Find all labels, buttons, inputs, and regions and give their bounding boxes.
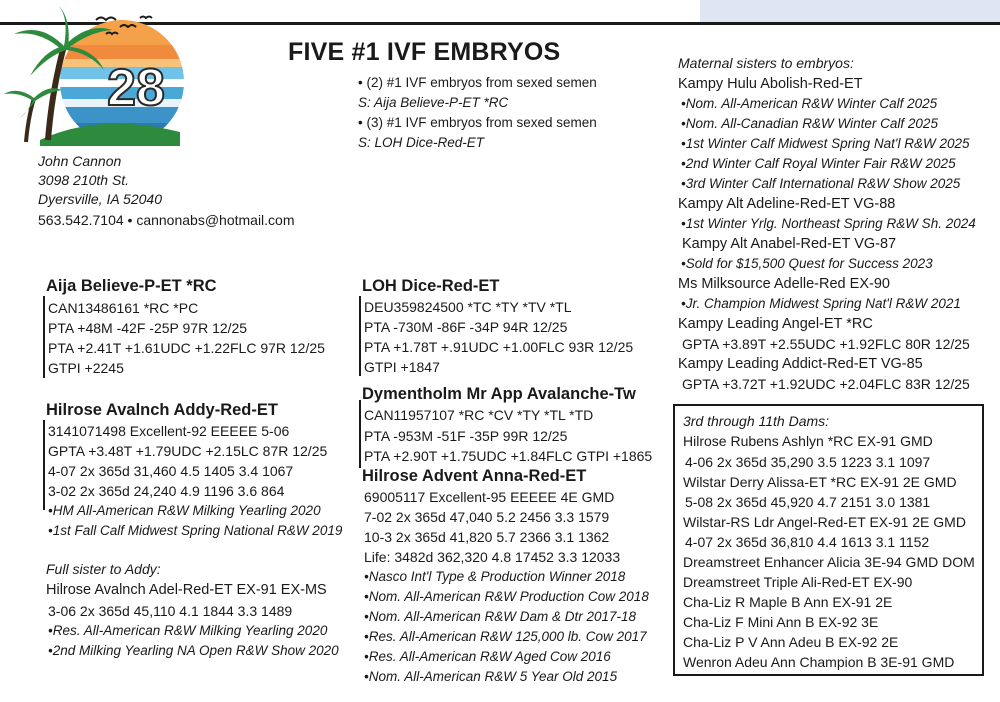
maternal-entry: GPTA +3.72T +1.92UDC +2.04FLC 83R 12/25 (682, 376, 970, 392)
maternal-entry: •1st Winter Calf Midwest Spring Nat'l R&W 2025 (681, 136, 970, 151)
dice-pta-2: PTA +1.78T +.91UDC +1.00FLC 93R 12/25 (364, 339, 634, 355)
dam-entry: 4-06 2x 365d 35,290 3.5 1223 3.1 1097 (685, 454, 931, 470)
maternal-entry: •Jr. Champion Midwest Spring Nat'l R&W 2021 (681, 296, 961, 311)
aija-gtpi: GTPI +2245 (48, 360, 124, 376)
maternal-entry: •Sold for $15,500 Quest for Success 2023 (681, 256, 933, 271)
adel-award-1: •Res. All-American R&W Milking Yearling 2020 (48, 623, 328, 638)
offer-line-1: • (2) #1 IVF embryos from sexed semen (358, 75, 597, 90)
dam-entry: Cha-Liz F Mini Ann B EX-92 3E (683, 614, 879, 630)
anna-award-4: •Res. All-American R&W 125,000 lb. Cow 2017 (364, 629, 647, 644)
consignor-city: Dyersville, IA 52040 (38, 191, 162, 207)
offer-line-3: • (3) #1 IVF embryos from sexed semen (358, 115, 597, 130)
maternal-heading: Maternal sisters to embryos: (678, 55, 854, 71)
anna-award-3: •Nom. All-American R&W Dam & Dtr 2017-18 (364, 609, 637, 624)
dice-gtpi: GTPI +1847 (364, 359, 440, 375)
aija-name: Aija Believe-P-ET *RC (46, 277, 217, 295)
anna-name: Hilrose Advent Anna-Red-ET (362, 467, 587, 485)
maternal-entry: Kampy Leading Angel-ET *RC (678, 316, 873, 332)
aija-pta-1: PTA +48M -42F -25P 97R 12/25 (48, 320, 248, 336)
dice-id: DEU359824500 *TC *TY *TV *TL (364, 299, 572, 315)
aija-rule (43, 296, 45, 378)
anna-id: 69005117 Excellent-95 EEEEE 4E GMD (364, 489, 615, 505)
adel-name: Hilrose Avalnch Adel-Red-ET EX-91 EX-MS (46, 582, 327, 598)
dams-box (673, 404, 984, 676)
dams-heading: 3rd through 11th Dams: (683, 413, 830, 429)
avalanche-rule (359, 400, 361, 468)
aija-pta-2: PTA +2.41T +1.61UDC +1.22FLC 97R 12/25 (48, 340, 325, 356)
addy-rule (43, 420, 45, 510)
dice-pta-1: PTA -730M -86F -34P 94R 12/25 (364, 319, 568, 335)
dam-entry: 4-07 2x 365d 36,810 4.4 1613 3.1 1152 (685, 534, 930, 550)
dam-entry: Wilstar Derry Alissa-ET *RC EX-91 2E GMD (683, 474, 957, 490)
consignor-name: John Cannon (38, 153, 122, 169)
anna-award-2: •Nom. All-American R&W Production Cow 2018 (364, 589, 649, 604)
addy-record-2: 3-02 2x 365d 24,240 4.9 1196 3.6 864 (48, 483, 285, 499)
dam-entry: Cha-Liz P V Ann Adeu B EX-92 2E (683, 634, 899, 650)
maternal-entry: Kampy Alt Anabel-Red-ET VG-87 (682, 236, 897, 252)
page-title: FIVE #1 IVF EMBRYOS (288, 38, 561, 66)
maternal-entry: •3rd Winter Calf International R&W Show 2025 (681, 176, 961, 191)
maternal-entry: Kampy Leading Addict-Red-ET VG-85 (678, 356, 923, 372)
maternal-entry: Kampy Alt Adeline-Red-ET VG-88 (678, 196, 896, 212)
dam-entry: Hilrose Rubens Ashlyn *RC EX-91 GMD (683, 433, 933, 449)
addy-award-2: •1st Fall Calf Midwest Spring National R&W 2019 (48, 523, 343, 538)
adel-award-2: •2nd Milking Yearling NA Open R&W Show 2020 (48, 643, 339, 658)
adel-heading: Full sister to Addy: (46, 561, 161, 577)
maternal-entry: •1st Winter Yrlg. Northeast Spring R&W Sh. 2024 (681, 216, 976, 231)
maternal-entry: Ms Milksource Adelle-Red EX-90 (678, 276, 890, 292)
addy-id: 3141071498 Excellent-92 EEEEE 5-06 (48, 423, 290, 439)
anna-record-1: 7-02 2x 365d 47,040 5.2 2456 3.3 1579 (364, 509, 610, 525)
maternal-entry: Kampy Hulu Abolish-Red-ET (678, 76, 863, 92)
dam-entry: 5-08 2x 365d 45,920 4.7 2151 3.0 1381 (685, 494, 931, 510)
adel-record: 3-06 2x 365d 45,110 4.1 1844 3.3 1489 (48, 603, 293, 619)
consignor-contact: 563.542.7104 • cannonabs@hotmail.com (38, 212, 295, 228)
dice-rule (359, 296, 361, 376)
addy-award-1: •HM All-American R&W Milking Yearling 2020 (48, 503, 321, 518)
offer-line-2: S: Aija Believe-P-ET *RC (358, 95, 509, 110)
addy-name: Hilrose Avalnch Addy-Red-ET (46, 401, 278, 419)
avalanche-pta-2: PTA +2.90T +1.75UDC +1.84FLC GTPI +1865 (364, 448, 653, 464)
aija-id: CAN13486161 *RC *PC (48, 300, 199, 316)
avalanche-name: Dymentholm Mr App Avalanche-Tw (362, 385, 636, 403)
dam-entry: Wilstar-RS Ldr Angel-Red-ET EX-91 2E GMD (683, 514, 966, 530)
avalanche-pta-1: PTA -953M -51F -35P 99R 12/25 (364, 428, 568, 444)
offer-line-4: S: LOH Dice-Red-ET (358, 135, 485, 150)
anna-record-2: 10-3 2x 365d 41,820 5.7 2366 3.1 1362 (364, 529, 610, 545)
addy-gpta: GPTA +3.48T +1.79UDC +2.15LC 87R 12/25 (48, 443, 328, 459)
anna-award-5: •Res. All-American R&W Aged Cow 2016 (364, 649, 611, 664)
dice-name: LOH Dice-Red-ET (362, 277, 500, 295)
consignor-street: 3098 210th St. (38, 172, 130, 188)
lot-number: 28 (107, 59, 165, 117)
anna-award-6: •Nom. All-American R&W 5 Year Old 2015 (364, 669, 618, 684)
maternal-entry: GPTA +3.89T +2.55UDC +1.92FLC 80R 12/25 (682, 336, 970, 352)
dam-entry: Dreamstreet Enhancer Alicia 3E-94 GMD DOM (683, 554, 975, 570)
avalanche-id: CAN11957107 *RC *CV *TY *TL *TD (364, 407, 594, 423)
lot-logo (0, 0, 200, 155)
anna-award-1: •Nasco Int'l Type & Production Winner 2018 (364, 569, 626, 584)
dam-entry: Wenron Adeu Ann Champion B 3E-91 GMD (683, 654, 955, 670)
top-band-tint (700, 0, 1000, 22)
dam-entry: Cha-Liz R Maple B Ann EX-91 2E (683, 594, 893, 610)
maternal-entry: •Nom. All-American R&W Winter Calf 2025 (681, 96, 938, 111)
maternal-entry: •2nd Winter Calf Royal Winter Fair R&W 2025 (681, 156, 956, 171)
anna-lifetime: Life: 3482d 362,320 4.8 17452 3.3 12033 (364, 549, 621, 565)
dam-entry: Dreamstreet Triple Ali-Red-ET EX-90 (683, 574, 913, 590)
maternal-entry: •Nom. All-Canadian R&W Winter Calf 2025 (681, 116, 938, 131)
addy-record-1: 4-07 2x 365d 31,460 4.5 1405 3.4 1067 (48, 463, 294, 479)
